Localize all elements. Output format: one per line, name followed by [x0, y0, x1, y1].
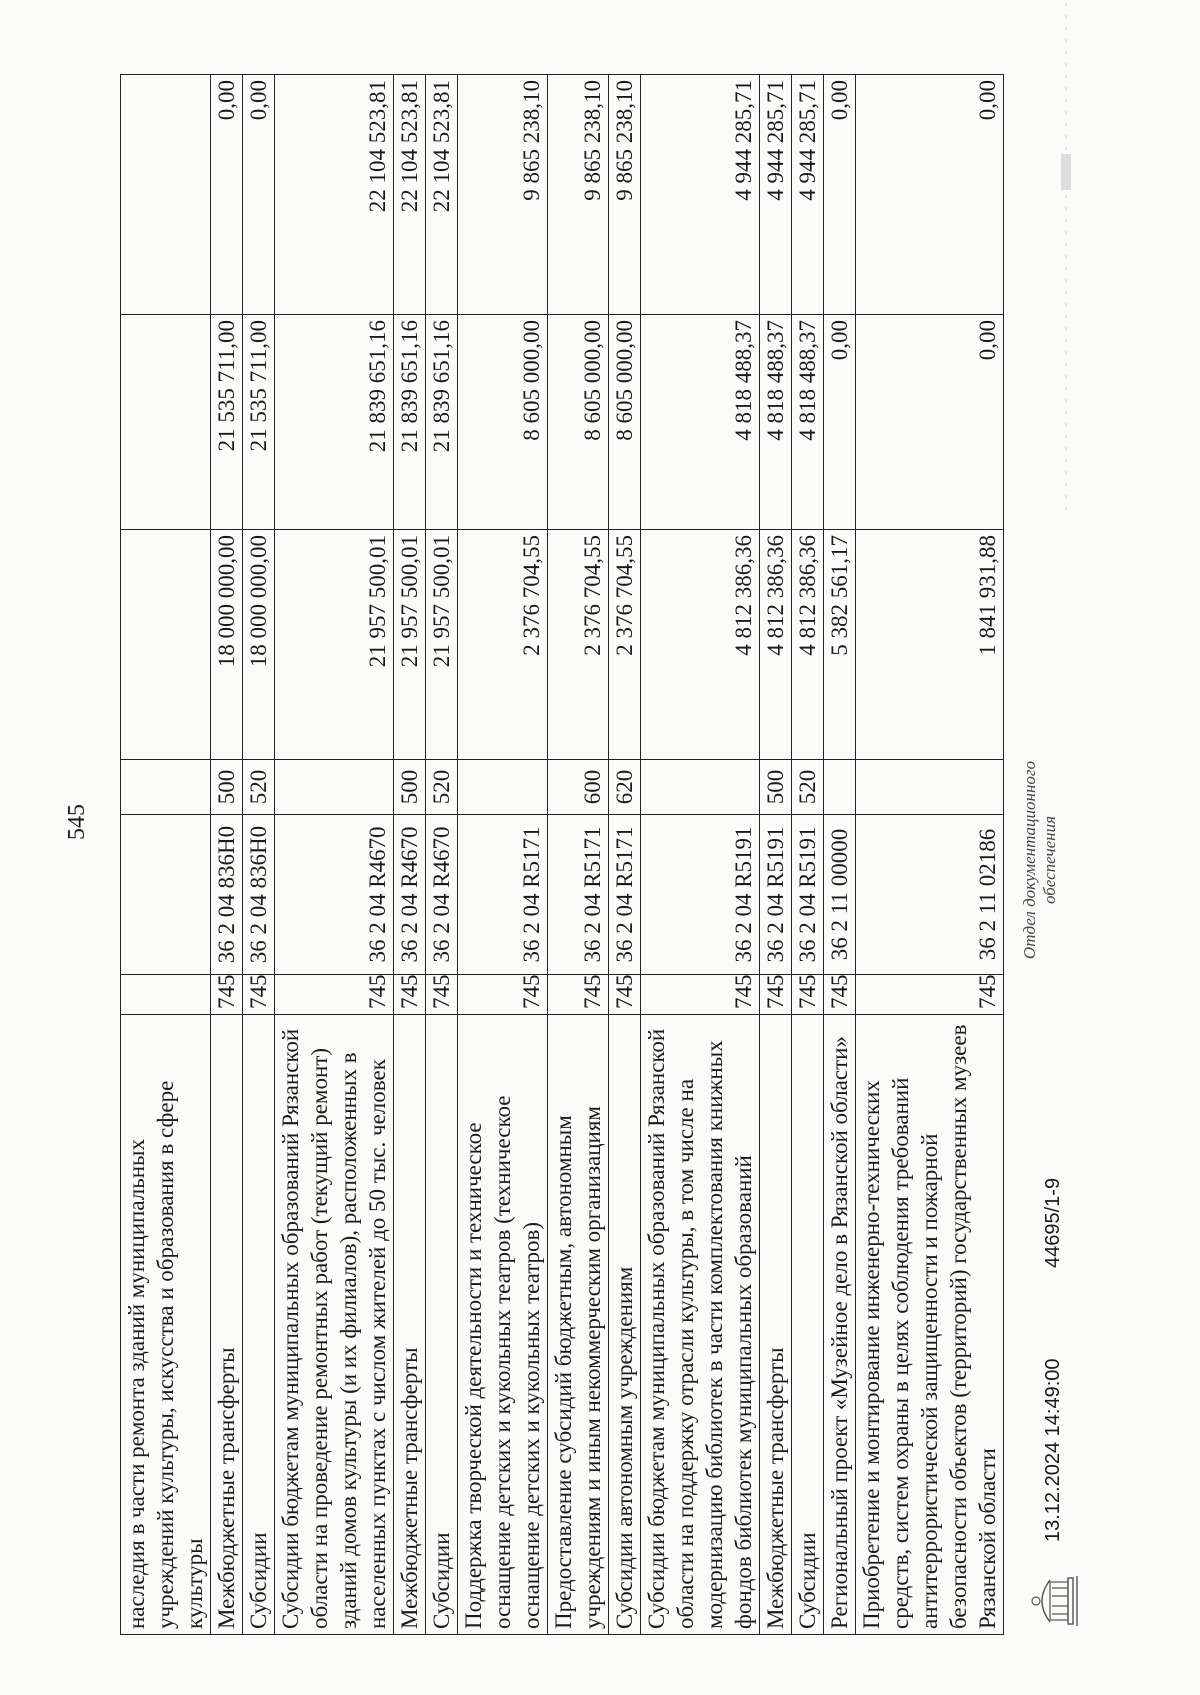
row-ved-code-cell: 745 — [641, 975, 760, 1015]
row-name-cell: Региональный проект «Музейное дело в Рязанской области» — [824, 1015, 856, 1635]
row-target-code-cell: 36 2 04 R4670 — [426, 815, 458, 975]
table-row — [792, 75, 824, 1635]
row-amount-2-cell: 4 818 488,37 — [760, 315, 792, 530]
row-amount-1-cell: 18 000 000,00 — [211, 530, 243, 760]
row-amount-3-cell: 0,00 — [824, 75, 856, 315]
row-expense-type-cell — [824, 760, 856, 815]
stamp-line-2: обеспечения — [1040, 816, 1059, 905]
row-target-code-cell — [121, 815, 211, 975]
row-expense-type-cell — [121, 760, 211, 815]
row-name-cell: Приобретение и монтирование инженерно-технических средств, систем охраны в целях соблюдения требований антитеррористической защищенности и пожарной безопасности объектов (территорий) государственных музеев Рязанской области — [856, 1015, 1004, 1635]
row-target-code-cell: 36 2 04 R4670 — [275, 815, 394, 975]
row-amount-2-cell: 21 839 651,16 — [394, 315, 426, 530]
row-ved-code-cell: 745 — [856, 975, 1004, 1015]
row-amount-1-cell: 2 376 704,55 — [609, 530, 641, 760]
row-amount-3-cell: 9 865 238,10 — [548, 75, 609, 315]
row-ved-code-cell: 745 — [211, 975, 243, 1015]
row-amount-2-cell: 8 605 000,00 — [458, 315, 548, 530]
row-amount-1-cell: 2 376 704,55 — [458, 530, 548, 760]
row-name-cell: Субсидии — [426, 1015, 458, 1635]
row-name-cell: Межбюджетные трансферты — [211, 1015, 243, 1635]
row-expense-type-cell: 500 — [394, 760, 426, 815]
row-target-code-cell: 36 2 04 R5191 — [641, 815, 760, 975]
table-row — [641, 75, 760, 1635]
stamp-line-1: Отдел документационного — [1020, 760, 1039, 960]
row-name-cell: Субсидии — [243, 1015, 275, 1635]
row-ved-code-cell: 745 — [394, 975, 426, 1015]
row-expense-type-cell: 600 — [548, 760, 609, 815]
row-target-code-cell: 36 2 11 02186 — [856, 815, 1004, 975]
table-row — [426, 75, 458, 1635]
row-target-code-cell: 36 2 04 R5171 — [609, 815, 641, 975]
row-ved-code-cell: 745 — [548, 975, 609, 1015]
table-row — [760, 75, 792, 1635]
table-row — [394, 75, 426, 1635]
row-amount-2-cell: 21 535 711,00 — [243, 315, 275, 530]
row-expense-type-cell: 500 — [211, 760, 243, 815]
table-row — [458, 75, 548, 1635]
row-ved-code-cell — [121, 975, 211, 1015]
row-amount-1-cell: 18 000 000,00 — [243, 530, 275, 760]
table-row — [121, 75, 211, 1635]
footer-doc-number: 44695/1-9 — [1042, 1177, 1064, 1268]
emblem-logo — [1028, 1572, 1084, 1630]
row-ved-code-cell: 745 — [426, 975, 458, 1015]
rotated-document-page — [60, 20, 1110, 1640]
row-amount-3-cell: 0,00 — [856, 75, 1004, 315]
footer-datetime: 13.12.2024 14:49:00 — [1042, 1358, 1064, 1542]
table-row — [275, 75, 394, 1635]
row-expense-type-cell: 520 — [243, 760, 275, 815]
row-expense-type-cell: 520 — [792, 760, 824, 815]
row-expense-type-cell: 500 — [760, 760, 792, 815]
row-expense-type-cell: 620 — [609, 760, 641, 815]
row-amount-1-cell: 21 957 500,01 — [275, 530, 394, 760]
row-name-cell: Межбюджетные трансферты — [760, 1015, 792, 1635]
row-expense-type-cell — [856, 760, 1004, 815]
row-amount-1-cell: 4 812 386,36 — [760, 530, 792, 760]
row-amount-2-cell: 21 839 651,16 — [426, 315, 458, 530]
row-name-cell: Субсидии — [792, 1015, 824, 1635]
table-row — [548, 75, 609, 1635]
row-amount-3-cell: 0,00 — [243, 75, 275, 315]
row-name-cell: Субсидии бюджетам муниципальных образований Рязанской области на поддержку отрасли культуры, в том числе на модернизацию библиотек в части комплектования книжных фондов библиотек муниципальных образований — [641, 1015, 760, 1635]
row-name-cell: Межбюджетные трансферты — [394, 1015, 426, 1635]
budget-table — [120, 74, 1004, 1635]
row-name-cell: наследия в части ремонта зданий муниципальных учреждений культуры, искусства и образования в сфере культуры — [121, 1015, 211, 1635]
table-row — [609, 75, 641, 1635]
row-ved-code-cell: 745 — [243, 975, 275, 1015]
row-amount-3-cell — [121, 75, 211, 315]
row-amount-2-cell: 4 818 488,37 — [792, 315, 824, 530]
row-amount-2-cell: 21 839 651,16 — [275, 315, 394, 530]
row-name-cell: Поддержка творческой деятельности и техническое оснащение детских и кукольных театров (техническое оснащение детских и кукольных театров) — [458, 1015, 548, 1635]
table-row — [243, 75, 275, 1635]
budget-table-body — [121, 75, 1004, 1635]
row-amount-2-cell: 0,00 — [856, 315, 1004, 530]
row-ved-code-cell: 745 — [609, 975, 641, 1015]
department-stamp — [1020, 710, 1060, 1010]
row-amount-1-cell: 5 382 561,17 — [824, 530, 856, 760]
scan-noise-decoration — [1060, 0, 1072, 510]
row-amount-1-cell: 1 841 931,88 — [856, 530, 1004, 760]
row-amount-2-cell: 8 605 000,00 — [548, 315, 609, 530]
row-target-code-cell: 36 2 04 R5171 — [458, 815, 548, 975]
row-name-cell: Субсидии бюджетам муниципальных образований Рязанской области на проведение ремонтных работ (текущий ремонт) зданий домов культуры (и их филиалов), расположенных в населенных пунктах с числом жителей до 50 тыс. человек — [275, 1015, 394, 1635]
row-ved-code-cell: 745 — [275, 975, 394, 1015]
row-amount-3-cell: 22 104 523,81 — [275, 75, 394, 315]
row-expense-type-cell: 520 — [426, 760, 458, 815]
row-target-code-cell: 36 2 04 R4670 — [394, 815, 426, 975]
row-name-cell: Предоставление субсидий бюджетным, автономным учреждениям и иным некоммерческим организациям — [548, 1015, 609, 1635]
row-target-code-cell: 36 2 11 00000 — [824, 815, 856, 975]
row-expense-type-cell — [641, 760, 760, 815]
row-amount-2-cell: 8 605 000,00 — [609, 315, 641, 530]
row-target-code-cell: 36 2 04 R5171 — [548, 815, 609, 975]
row-amount-1-cell: 4 812 386,36 — [641, 530, 760, 760]
row-name-cell: Субсидии автономным учреждениям — [609, 1015, 641, 1635]
row-amount-3-cell: 22 104 523,81 — [394, 75, 426, 315]
row-amount-3-cell: 9 865 238,10 — [609, 75, 641, 315]
row-target-code-cell: 36 2 04 836Н0 — [243, 815, 275, 975]
row-amount-2-cell: 0,00 — [824, 315, 856, 530]
row-expense-type-cell — [275, 760, 394, 815]
row-amount-2-cell: 21 535 711,00 — [211, 315, 243, 530]
row-target-code-cell: 36 2 04 R5191 — [792, 815, 824, 975]
row-amount-1-cell — [121, 530, 211, 760]
row-expense-type-cell — [458, 760, 548, 815]
row-ved-code-cell: 745 — [792, 975, 824, 1015]
row-amount-3-cell: 4 944 285,71 — [760, 75, 792, 315]
row-ved-code-cell: 745 — [458, 975, 548, 1015]
row-amount-3-cell: 0,00 — [211, 75, 243, 315]
row-amount-3-cell: 9 865 238,10 — [458, 75, 548, 315]
row-ved-code-cell: 745 — [824, 975, 856, 1015]
row-target-code-cell: 36 2 04 R5191 — [760, 815, 792, 975]
table-row — [856, 75, 1004, 1635]
row-amount-2-cell: 4 818 488,37 — [641, 315, 760, 530]
row-amount-1-cell: 4 812 386,36 — [792, 530, 824, 760]
row-amount-3-cell: 4 944 285,71 — [792, 75, 824, 315]
row-amount-1-cell: 2 376 704,55 — [548, 530, 609, 760]
row-target-code-cell: 36 2 04 836Н0 — [211, 815, 243, 975]
page-number: 545 — [64, 804, 90, 840]
row-ved-code-cell: 745 — [760, 975, 792, 1015]
row-amount-3-cell: 4 944 285,71 — [641, 75, 760, 315]
row-amount-3-cell: 22 104 523,81 — [426, 75, 458, 315]
table-row — [824, 75, 856, 1635]
row-amount-1-cell: 21 957 500,01 — [426, 530, 458, 760]
row-amount-2-cell — [121, 315, 211, 530]
table-row — [211, 75, 243, 1635]
row-amount-1-cell: 21 957 500,01 — [394, 530, 426, 760]
